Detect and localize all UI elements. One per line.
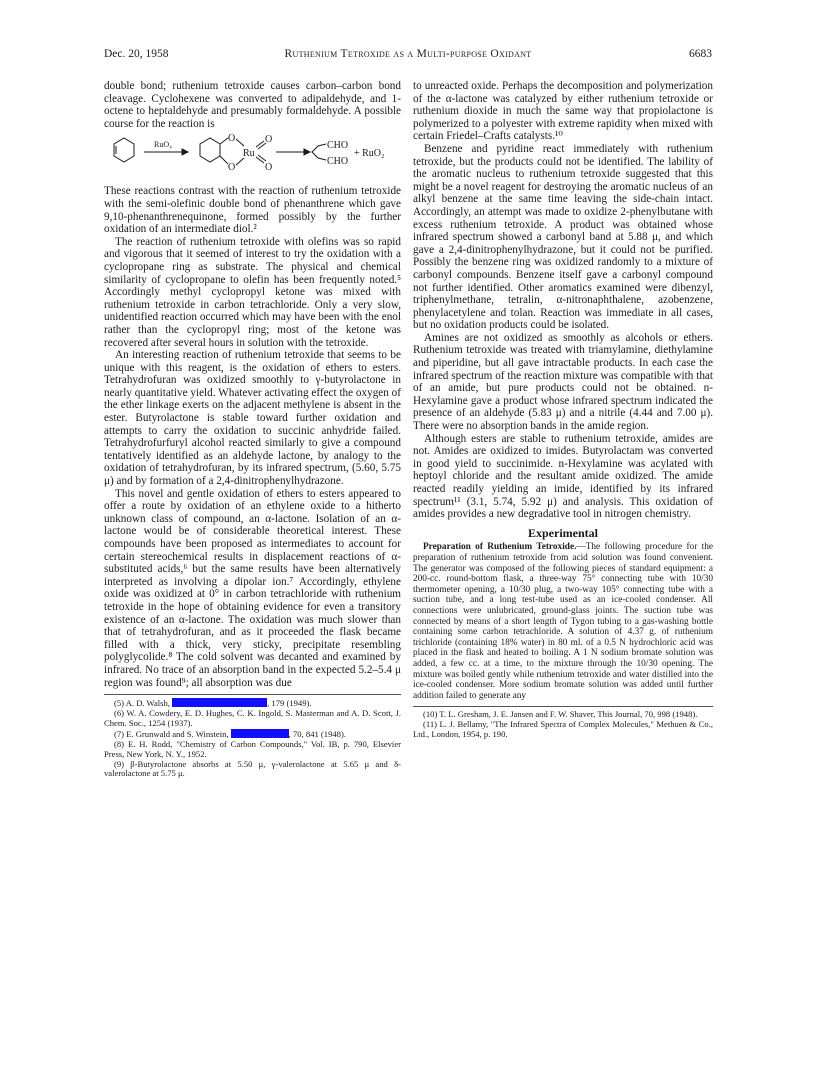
paragraph: These reactions contrast with the reaction of ruthenium tetroxide with the semi-olefinic double bond of phenanthrene which gave 9,10-phenanthrenequinone, formed possibly by the further oxidation of an intermediate diol.² [104, 185, 401, 236]
footnote-9: (9) β-Butyrolactone absorbs at 5.50 μ, γ-valerolactone at 5.65 μ and δ-valerolactone at 5.75 μ. [104, 758, 401, 779]
aldehyde-label: CHO [327, 156, 349, 168]
right-column [413, 80, 713, 740]
aldehyde-label: CHO [327, 140, 349, 152]
footnote-rule [104, 694, 401, 695]
left-column [104, 80, 401, 779]
oxygen-label: O [228, 162, 236, 174]
experimental-body: —The following procedure for the preparation of ruthenium tetroxide from acid solution was found convenient. The generator was composed of the following pieces of standard equipment: a 200-cc. round-bottom flask, a three-way 75° connecting tube with 10/30 thermometer opening, a 10/30 plug, a two-way 105° connecting tube with a suction tube, and a long test-tube used as an ice-cooled condenser. All connections were unlubricated, ground-glass joints. The suction tube was connected by means of a short length of Tygon tubing to a gas-washing bottle containing some carbon tetrachloride. A solution of 4.37 g. of ruthenium trichloride (containing 18% water) in 80 ml. of a 0.5 N hydrochloric acid was placed in the flask and heated to boiling. A 1 N sodium bromate solution was added, a few cc. at a time, to the mixture through the 10/30 opening. The mixture was boiled gently while ruthenium tetroxide and water distilled into the ice-cooled condenser. More sodium bromate solution was added until further addition failed to generate any [413, 542, 713, 701]
paragraph: to unreacted oxide. Perhaps the decomposition and polymerization of the α-lactone was catalyzed by either ruthenium tetroxide or ruthenium dioxide in much the same way that propiolactone is polymerized to a polyester with extreme rapidity when mixed with certain Friedel–Crafts catalysts.¹⁰ [413, 80, 713, 143]
footnote-text: , 179 (1949). [267, 698, 312, 709]
redaction-box [172, 698, 267, 707]
paragraph: The reaction of ruthenium tetroxide with olefins was so rapid and vigorous that it seemed of interest to try the oxidation with a cyclopropane ring as substrate. The physical and chemical similarity of cyclopropane to olefin has been frequently noted.⁵ Accordingly methyl cyclopropyl ketone was mixed with ruthenium tetroxide in carbon tetrachloride. Only a very slow, unidentified reaction occurred which may have been with the enol rather than the cyclopropyl ring; most of the ketone was recovered after several hours in solution with the tetroxide. [104, 235, 401, 349]
footnotes [104, 698, 401, 779]
footnote-10: (10) T. L. Gresham, J. E. Jansen and F. W. Shaver, This Journal, 70, 998 (1948). [423, 709, 698, 720]
paragraph [413, 542, 713, 701]
paragraph: Benzene and pyridine react immediately with ruthenium tetroxide, but the products could not be identified. The lability of the aromatic nucleus to ruthenium tetroxide suggested that this might be a novel reagent for destroying the aromatic nucleus of an alkyl benzene at the same time leaving the side-chain intact. Accordingly, an attempt was made to oxidize 2-phenylbutane with excess ruthenium tetroxide. A product was obtained whose infrared spectrum showed a carbonyl band at 5.88 μ, and which gave a 2,4-dinitrophenylhydrazone, but it could not be purified. Possibly the benzene ring was oxidized randomly to a mixture of carbonyl compounds. Benzene itself gave a carbonyl compound not further identified. Other aromatics examined were dibenzyl, triphenylmethane, tetralin, α-nitronaphthalene, azobenzene, phenylacetylene and tolan. Reaction was immediate in all cases, but no oxidation products could be isolated. [413, 142, 713, 332]
paragraph: double bond; ruthenium tetroxide causes carbon–carbon bond cleavage. Cyclohexene was converted to adipaldehyde, and 1-octene to heptaldehyde and presumably formaldehyde. A possible course for the reaction is [104, 80, 401, 130]
ruthenium-label: Ru [243, 148, 255, 160]
footnote-text: (5) A. D. Walsh, [114, 698, 170, 709]
reagent-label: RuO₄ [154, 140, 172, 150]
footnote-8: (8) E. H. Rodd, "Chemistry of Carbon Compounds," Vol. IB, p. 790, Elsevier Press, New York, N. Y., 1952. [104, 738, 401, 759]
footnote-6: (6) W. A. Cowdery, E. D. Hughes, C. K. Ingold, S. Masterman and A. D. Scott, J. Chem. Soc., 1254 (1937). [104, 708, 401, 728]
runin-heading: Preparation of Ruthenium Tetroxide. [423, 542, 577, 553]
redaction-box [231, 729, 289, 738]
footnotes [413, 710, 713, 740]
paragraph: Although esters are stable to ruthenium tetroxide, amides are not. Amides are oxidized to imides. Butyrolactam was converted in good yield to succinimide. n-Hexylamine was acylated with heptoyl chloride and the resultant amide oxidized. The amide reacted readily yielding an imide, identified by its infrared spectrum¹¹ (3.1, 5.74, 5.92 μ) and analysis. This oxidation of amides provides a new degradative tool in nitrogen chemistry. [413, 432, 713, 521]
header-date: Dec. 20, 1958 [104, 48, 169, 60]
footnote-11: (11) L. J. Bellamy, "The Infrared Spectra of Complex Molecules," Methuen & Co., Ltd., London, 1954, p. 190. [413, 719, 713, 740]
header-title: Ruthenium Tetroxide as a Multi-purpose Oxidant [284, 48, 532, 60]
oxygen-label: O [265, 134, 273, 146]
section-heading: Experimental [528, 525, 598, 540]
footnote-text: , 70, 841 (1948). [288, 728, 346, 739]
paragraph: This novel and gentle oxidation of ethers to esters appeared to offer a route by oxidation of an ethylene oxide to a hitherto unknown class of compound, an α-lactone. Isolation of an α-lactone would be of considerable theoretical interest. These compounds have been proposed as intermediates to account for certain stereochemical results in displacement reactions of α-substituted acids,⁶ but the same results have been alternatively interpreted as involving a dipolar ion.⁷ Accordingly, ethylene oxide was oxidized at 0° in carbon tetrachloride with ruthenium tetroxide in the hope of obtaining evidence for even a transitory existence of an α-lactone. The oxidation was much slower than that of tetrahydrofuran, and as it proceeded the flask became filled with a thick, very sticky, precipitate resembling polyglycolide.⁸ The cold solvent was decanted and examined by infrared. No trace of an absorption band in the expected 5.2–5.4 μ region was found⁹; all absorption was due [104, 487, 401, 689]
oxygen-label: O [265, 162, 273, 174]
footnote-text: (7) E. Grunwald and S. Winstein, [114, 728, 229, 739]
reaction-scheme [104, 132, 401, 182]
adipaldehyde-chain [312, 144, 326, 160]
byproduct-label: + RuO₂ [354, 148, 385, 160]
ruthenate-ester-ring [200, 138, 220, 162]
running-header [104, 48, 712, 62]
footnote-rule [413, 706, 713, 707]
cyclohexene-ring [114, 138, 134, 162]
page-number: 6683 [689, 48, 712, 60]
paragraph: Amines are not oxidized as smoothly as alcohols or ethers. Ruthenium tetroxide was treated with triamylamine, diethylamine and piperidine, but all gave intractable products. In each case the infrared spectrum of the reaction mixture was compatible with that of an amide, but pure products could not be obtained. n-Hexylamine gave a product whose infrared spectrum indicated the presence of an aldehyde (5.83 μ) and a nitrile (4.44 and 7.00 μ). There were no absorption bands in the amide region. [413, 331, 713, 433]
oxygen-label: O [228, 133, 236, 145]
experimental-text [413, 542, 713, 701]
reaction-scheme-drawing [104, 132, 401, 182]
paragraph: An interesting reaction of ruthenium tetroxide that seems to be unique with this reagent, is the oxidation of ethers to esters. Tetrahydrofuran was oxidized smoothly to γ-butyrolactone in nearly quantitative yield. Whatever activating effect the oxygen of the ether linkage exerts on the adjacent methylene is absent in the ester. Butyrolactone is stable toward further oxidation and attempts to carry the oxidation to succinic anhydride failed. Tetrahydrofurfuryl alcohol reacted similarly to give a compound tentatively identified as an aldehyde lactone, by analogy to the oxidation of tetrahydrofuran, by its infrared spectrum, (5.60, 5.75 μ) and by formation of a 2,4-dinitrophenylhydrazone. [104, 349, 401, 488]
